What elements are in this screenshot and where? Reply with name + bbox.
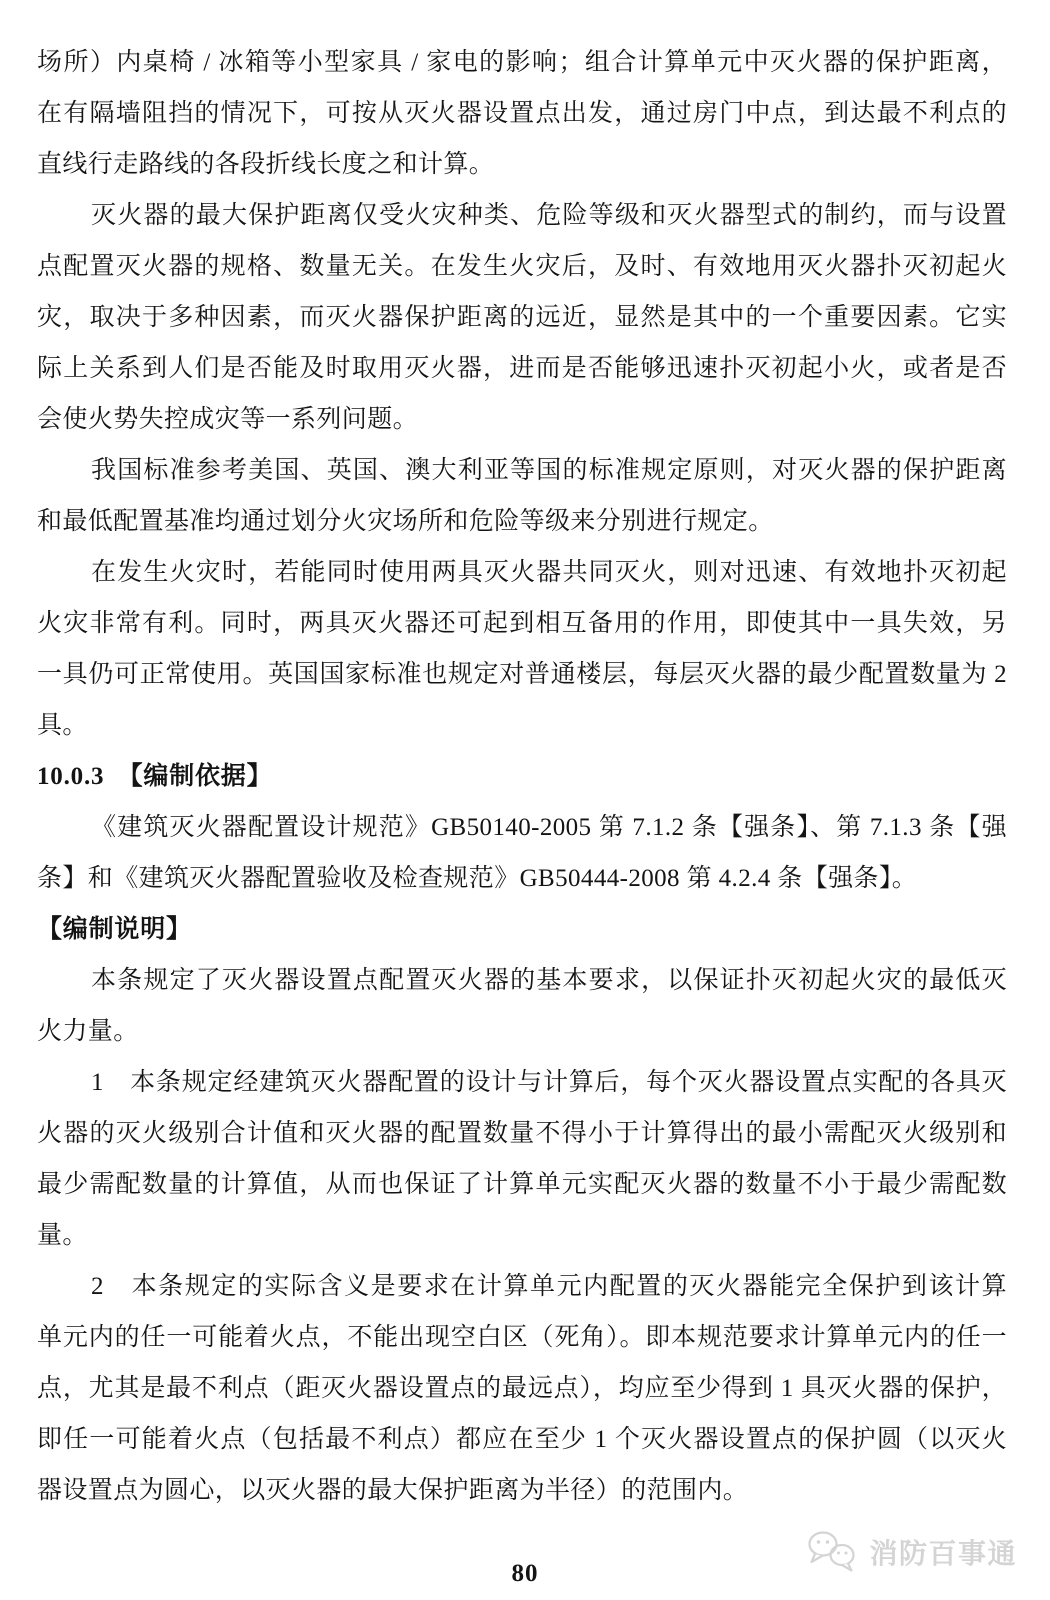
text-line: 灭火器的最大保护距离仅受火灾种类、危险等级和灭火器型式的制约，而与设置 (91, 202, 1007, 229)
text-line: 场所）内桌椅 / 冰箱等小型家具 / 家电的影响；组合计算单元中灭火器的保护距离， (37, 49, 1007, 76)
text-line: 单元内的任一可能着火点，不能出现空白区（死角）。即本规范要求计算单元内的任一 (37, 1324, 1007, 1351)
text-line: 际上关系到人们是否能及时取用灭火器，进而是否能够迅速扑灭初起小火，或者是否 (37, 355, 1007, 382)
watermark-text: 消防百事通 (869, 1539, 1017, 1570)
text-line: 《建筑灭火器配置设计规范》GB50140-2005 第 7.1.2 条【强条】、第 7.1.3 条【强 (91, 814, 1007, 841)
text-line: 火力量。 (37, 1018, 139, 1045)
text-line: 在发生火灾时，若能同时使用两具灭火器共同灭火，则对迅速、有效地扑灭初起 (91, 559, 1007, 586)
watermark (806, 1529, 1017, 1575)
text-line: 即任一可能着火点（包括最不利点）都应在至少 1 个灭火器设置点的保护圆（以灭火 (37, 1426, 1007, 1453)
heading-line: 【编制说明】 (37, 916, 192, 943)
text-line: 火器的灭火级别合计值和灭火器的配置数量不得小于计算得出的最小需配灭火级别和 (37, 1120, 1007, 1147)
text-line: 2 本条规定的实际含义是要求在计算单元内配置的灭火器能完全保护到该计算 (91, 1273, 1007, 1300)
text-line: 火灾非常有利。同时，两具灭火器还可起到相互备用的作用，即使其中一具失效，另 (37, 610, 1007, 637)
text-line: 点，尤其是最不利点（距灭火器设置点的最远点），均应至少得到 1 具灭火器的保护， (37, 1375, 1007, 1402)
text-line: 本条规定了灭火器设置点配置灭火器的基本要求，以保证扑灭初起火灾的最低灭 (91, 967, 1007, 994)
text-line: 灾，取决于多种因素，而灭火器保护距离的远近，显然是其中的一个重要因素。它实 (37, 304, 1007, 331)
text-line: 量。 (37, 1222, 88, 1249)
text-line: 直线行走路线的各段折线长度之和计算。 (37, 151, 495, 178)
text-line: 一具仍可正常使用。英国国家标准也规定对普通楼层，每层灭火器的最少配置数量为 2 (37, 661, 1007, 688)
text-line: 具。 (37, 712, 88, 739)
text-line: 和最低配置基准均通过划分火灾场所和危险等级来分别进行规定。 (37, 508, 774, 535)
text-line: 1 本条规定经建筑灭火器配置的设计与计算后，每个灭火器设置点实配的各具灭 (91, 1069, 1007, 1096)
body-text (37, 37, 1007, 1516)
text-line: 我国标准参考美国、英国、澳大利亚等国的标准规定原则，对灭火器的保护距离 (91, 457, 1007, 484)
text-line: 条】和《建筑灭火器配置验收及检查规范》GB50444-2008 第 4.2.4 条【强条】。 (37, 865, 918, 892)
text-line: 最少需配数量的计算值，从而也保证了计算单元实配灭火器的数量不小于最少需配数 (37, 1171, 1007, 1198)
wechat-chat-bubbles-icon (806, 1529, 860, 1575)
text-line: 在有隔墙阻挡的情况下，可按从灭火器设置点出发，通过房门中点，到达最不利点的 (37, 100, 1007, 127)
text-line: 器设置点为圆心，以灭火器的最大保护距离为半径）的范围内。 (37, 1477, 749, 1504)
heading-line: 10.0.3 【编制依据】 (37, 763, 273, 790)
text-line: 点配置灭火器的规格、数量无关。在发生火灾后，及时、有效地用灭火器扑灭初起火 (37, 253, 1007, 280)
page-number: 80 (511, 1560, 539, 1587)
text-line: 会使火势失控成灾等一系列问题。 (37, 406, 419, 433)
